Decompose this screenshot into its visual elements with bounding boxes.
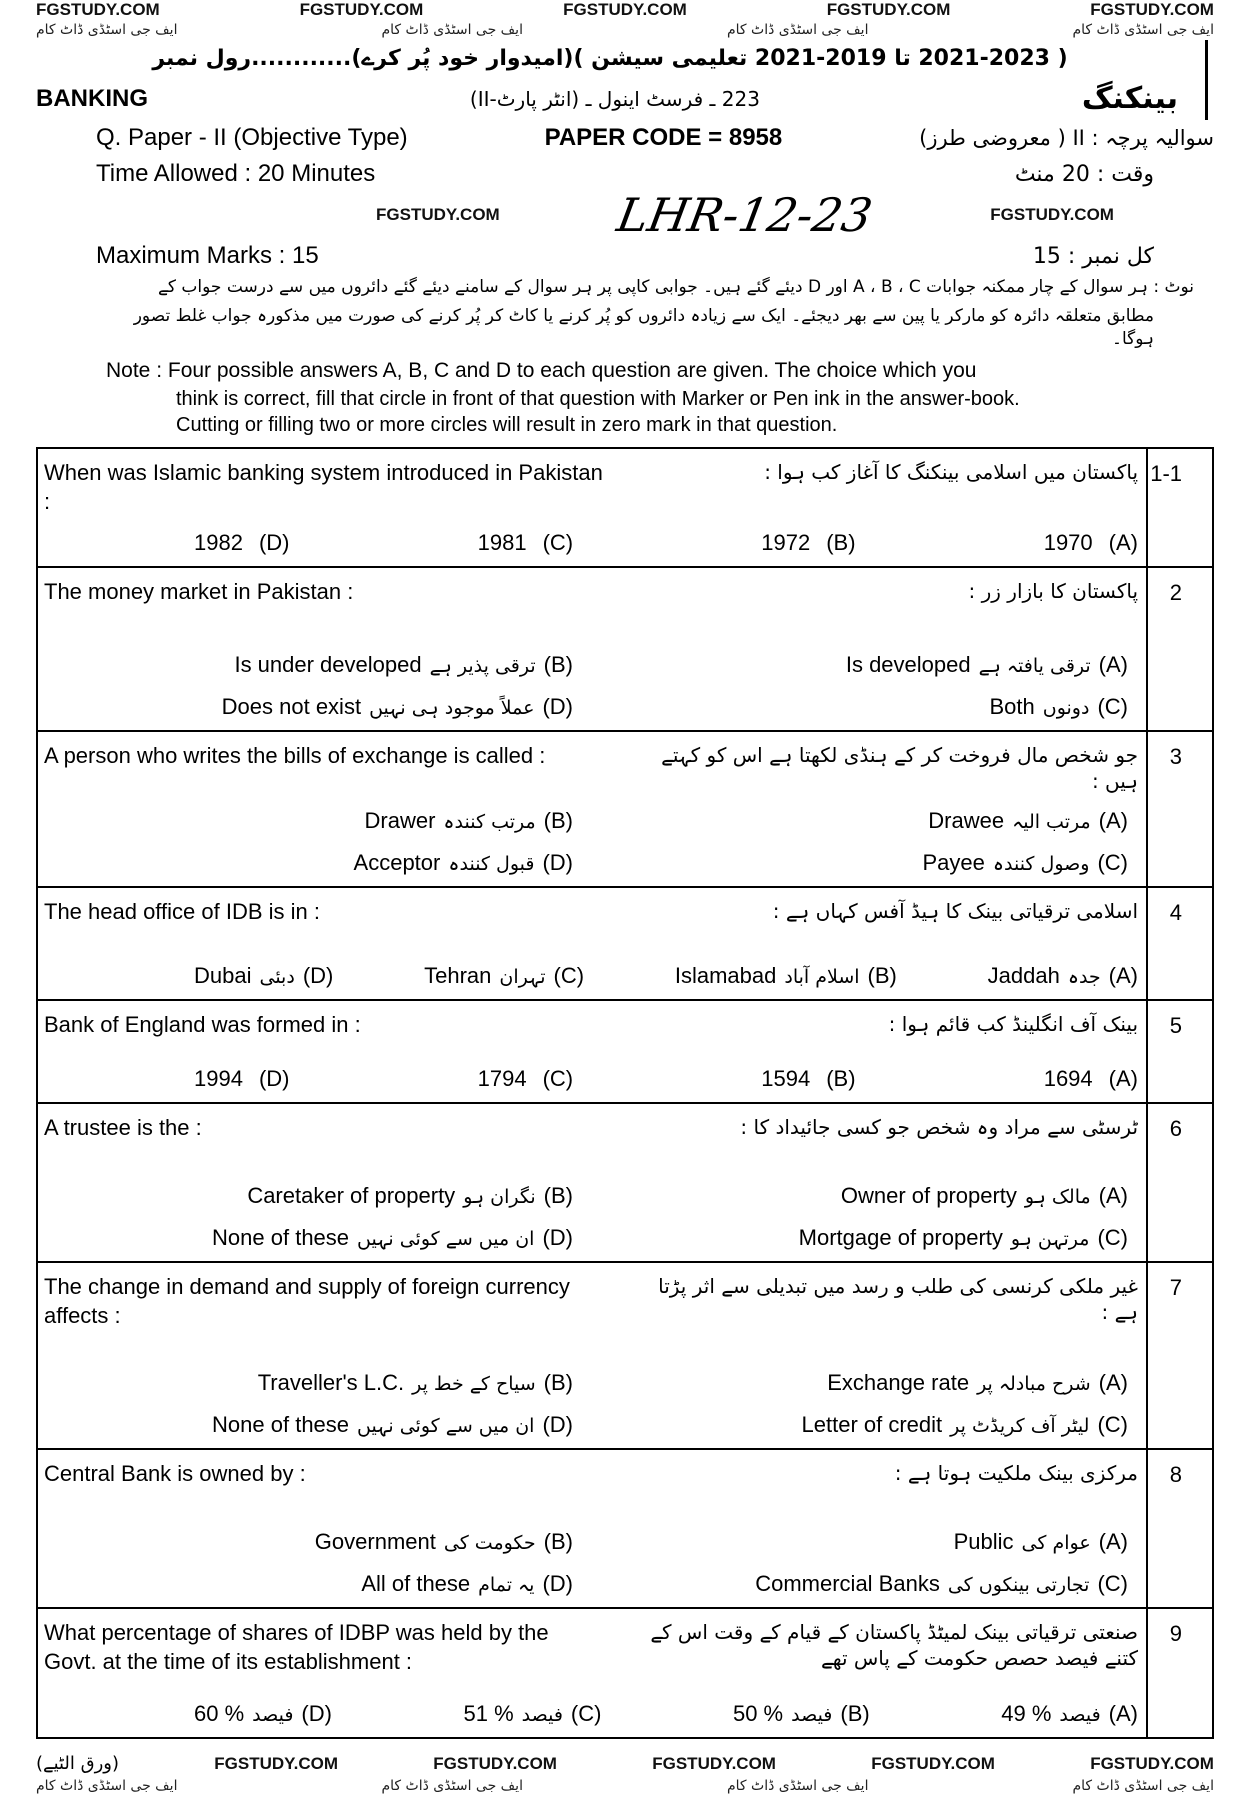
question-english: The head office of IDB is in :	[44, 899, 320, 925]
paper-type: Q. Paper - II (Objective Type)	[96, 124, 408, 151]
option-urdu: یہ تمام	[478, 1574, 535, 1597]
option-cell	[599, 694, 1138, 720]
option-letter: (D)	[302, 963, 334, 989]
watermark: FGSTUDY.COM	[563, 0, 687, 19]
option-d[interactable]	[194, 1701, 332, 1727]
option-english: Jaddah	[987, 963, 1060, 989]
option-cell	[599, 1529, 1138, 1555]
option-urdu: شرح مبادلہ پر	[977, 1373, 1091, 1396]
option-letter: (A)	[1108, 1701, 1138, 1727]
question-urdu: جو شخص مال فروخت کر کے ہنڈی لکھتا ہے اس کو کہتے ہیں :	[661, 743, 1139, 794]
option-d[interactable]	[194, 963, 333, 989]
option-c[interactable]	[424, 963, 584, 989]
option-english: Traveller's L.C.	[257, 1370, 405, 1396]
question-row	[38, 1001, 1212, 1104]
option-cell	[599, 652, 1138, 678]
option-english: None of these	[212, 1225, 350, 1251]
option-a[interactable]	[841, 1183, 1128, 1209]
watermark-urdu: ایف جی اسٹڈی ڈاٹ کام	[1072, 1778, 1214, 1795]
option-a[interactable]	[1044, 1066, 1138, 1092]
option-letter: (A)	[1098, 1183, 1128, 1209]
option-english: Exchange rate	[827, 1370, 970, 1396]
option-b[interactable]	[675, 963, 897, 989]
option-a[interactable]	[954, 1529, 1128, 1555]
option-letter: (C)	[570, 1701, 602, 1727]
margin-line	[1205, 40, 1208, 120]
option-letter: (C)	[1097, 694, 1128, 720]
options-line	[44, 530, 1138, 556]
time-allowed: Time Allowed : 20 Minutes	[96, 160, 376, 187]
option-d[interactable]	[194, 530, 290, 556]
watermark: FGSTUDY.COM	[1090, 1753, 1214, 1773]
option-c[interactable]	[802, 1412, 1128, 1438]
option-a[interactable]	[846, 652, 1128, 678]
option-letter: (B)	[543, 808, 573, 834]
option-english: 1981	[477, 530, 527, 556]
option-b[interactable]	[761, 530, 855, 556]
question-number: 4	[1169, 900, 1182, 926]
option-letter: (B)	[543, 1183, 573, 1209]
handwritten-row	[36, 188, 1214, 242]
note-english-1: Note : Four possible answers A, B, C and D to each question are given. The choice which you	[106, 358, 977, 382]
option-urdu: لیٹر آف کریڈٹ پر	[950, 1415, 1090, 1438]
question-number-cell	[1146, 732, 1212, 886]
option-english: Islamabad	[674, 963, 777, 989]
option-c[interactable]	[755, 1571, 1128, 1597]
question-number-cell	[1146, 568, 1212, 730]
option-urdu: نگران ہو	[463, 1186, 536, 1209]
option-urdu: دونوں	[1042, 697, 1090, 720]
option-english: Does not exist	[221, 694, 362, 720]
question-english: The money market in Pakistan :	[44, 579, 354, 605]
time-row	[36, 160, 1214, 188]
option-urdu: فیصد	[521, 1704, 563, 1727]
question-row	[38, 1609, 1212, 1737]
watermark: FGSTUDY.COM	[433, 1753, 557, 1773]
question-row	[38, 732, 1212, 888]
subject-english: BANKING	[36, 84, 148, 112]
watermark: FGSTUDY.COM	[1090, 0, 1214, 19]
option-cell	[44, 1370, 583, 1396]
options-block	[44, 808, 1138, 876]
watermark-urdu: ایف جی اسٹڈی ڈاٹ کام	[381, 22, 523, 38]
question-number: 9	[1169, 1621, 1182, 1647]
option-urdu: مرتہن ہو	[1010, 1228, 1090, 1251]
option-english: Owner of property	[840, 1183, 1017, 1209]
option-letter: (A)	[1098, 1529, 1128, 1555]
option-a[interactable]	[1001, 1701, 1138, 1727]
question-text	[44, 1011, 1138, 1040]
option-letter: (D)	[258, 530, 290, 556]
option-cell	[44, 652, 583, 678]
option-cell	[599, 850, 1138, 876]
option-english: Drawee	[928, 808, 1005, 834]
option-d[interactable]	[354, 850, 573, 876]
options-block	[44, 963, 1138, 989]
option-letter: (D)	[258, 1066, 290, 1092]
footer-urdu-row	[36, 1778, 1214, 1794]
option-urdu: ان میں سے کوئی نہیں	[357, 1228, 535, 1251]
question-number-cell	[1146, 1104, 1212, 1261]
watermark-row	[36, 0, 1214, 22]
option-d[interactable]	[361, 1571, 573, 1597]
option-d[interactable]	[222, 694, 573, 720]
question-urdu: اسلامی ترقیاتی بینک کا ہیڈ آفس کہاں ہے :	[772, 899, 1139, 924]
option-letter: (C)	[1097, 850, 1128, 876]
options-line	[44, 1066, 1138, 1092]
option-english: Commercial Banks	[755, 1571, 940, 1597]
option-english: Dubai	[194, 963, 252, 989]
time-allowed-urdu: وقت : 20 منٹ	[1014, 161, 1154, 187]
question-number-cell	[1146, 1450, 1212, 1607]
option-urdu: ترقی پذیر ہے	[429, 655, 536, 678]
option-letter: (A)	[1108, 530, 1138, 556]
option-letter: (C)	[542, 530, 574, 556]
option-cell	[44, 1571, 583, 1597]
handwritten-code: LHR-12-23	[613, 188, 877, 242]
option-urdu: فیصد	[252, 1704, 294, 1727]
question-english: A person who writes the bills of exchange is called :	[44, 743, 546, 769]
option-english: Tehran	[424, 963, 492, 989]
option-letter: (C)	[1097, 1571, 1128, 1597]
watermark: FGSTUDY.COM	[871, 1753, 995, 1773]
option-letter: (A)	[1098, 808, 1128, 834]
option-a[interactable]	[988, 963, 1138, 989]
option-letter: (B)	[543, 1529, 573, 1555]
session-row	[36, 46, 1214, 71]
watermark: FGSTUDY.COM	[36, 0, 160, 19]
option-cell	[599, 1183, 1138, 1209]
option-d[interactable]	[212, 1225, 573, 1251]
subject-row	[36, 81, 1214, 116]
watermark-urdu: ایف جی اسٹڈی ڈاٹ کام	[1072, 22, 1214, 38]
option-d[interactable]	[194, 1066, 290, 1092]
option-urdu: سیاح کے خط پر	[412, 1373, 536, 1396]
option-letter: (D)	[542, 1412, 573, 1438]
option-letter: (C)	[1097, 1412, 1128, 1438]
option-english: 49 %	[1001, 1701, 1052, 1727]
options-block	[44, 1701, 1138, 1727]
question-row	[38, 1450, 1212, 1609]
question-text	[44, 578, 1138, 607]
option-cell	[44, 694, 583, 720]
options-line	[44, 1571, 1138, 1597]
option-english: Public	[953, 1529, 1014, 1555]
question-number-cell	[1146, 1263, 1212, 1448]
option-b[interactable]	[761, 1066, 855, 1092]
option-english: 1972	[761, 530, 811, 556]
option-urdu: عملاً موجود ہی نہیں	[369, 697, 535, 720]
option-urdu: فیصد	[791, 1704, 833, 1727]
session-line: ( 2021-2023 تا 2019-2021 تعلیمی سیشن )(امیدوار خود پُر کرے)............رول نمبر	[152, 46, 1068, 71]
maximum-marks-urdu: کل نمبر : 15	[1032, 243, 1154, 269]
question-english: The change in demand and supply of foreign currency affects :	[44, 1274, 570, 1328]
option-a[interactable]	[827, 1370, 1128, 1396]
question-text	[44, 742, 1138, 794]
options-line	[44, 1701, 1138, 1727]
question-number: 6	[1169, 1116, 1182, 1142]
question-urdu: غیر ملکی کرنسی کی طلب و رسد میں تبدیلی سے اثر پڑتا ہے :	[658, 1274, 1139, 1325]
question-row	[38, 1263, 1212, 1450]
option-b[interactable]	[315, 1529, 573, 1555]
watermark: FGSTUDY.COM	[990, 205, 1114, 224]
exam-line: 223 ـ فرسٹ اینول ـ (انٹر پارٹ-II)	[469, 86, 760, 111]
watermark-urdu: ایف جی اسٹڈی ڈاٹ کام	[36, 22, 178, 38]
option-urdu: اسلام آباد	[784, 966, 860, 989]
question-english: When was Islamic banking system introduced in Pakistan :	[44, 460, 603, 514]
option-letter: (D)	[542, 1225, 573, 1251]
options-line	[44, 1370, 1138, 1396]
option-urdu: قبول کنندہ	[448, 853, 535, 876]
question-urdu: صنعتی ترقیاتی بینک لمیٹڈ پاکستان کے قیام کے وقت اس کے کتنے فیصد حصص حکومت کے پاس تھے	[650, 1620, 1139, 1671]
watermark-urdu: ایف جی اسٹڈی ڈاٹ کام	[36, 1778, 178, 1795]
question-number-cell	[1146, 449, 1212, 566]
question-number: 8	[1169, 1462, 1182, 1488]
option-english: Letter of credit	[801, 1412, 943, 1438]
option-urdu: جدہ	[1067, 966, 1101, 989]
question-row	[38, 449, 1212, 568]
question-english: What percentage of shares of IDBP was held by the Govt. at the time of its establishment :	[44, 1620, 549, 1674]
option-english: 1994	[194, 1066, 243, 1092]
option-letter: (D)	[301, 1701, 332, 1727]
option-english: Mortgage of property	[798, 1225, 1003, 1251]
option-english: Is developed	[845, 652, 971, 678]
option-b[interactable]	[733, 1701, 870, 1727]
option-b[interactable]	[234, 652, 573, 678]
option-urdu: مرتب الیہ	[1012, 811, 1091, 834]
options-line	[44, 963, 1138, 989]
question-number: 3	[1169, 744, 1182, 770]
option-english: 51 %	[463, 1701, 514, 1727]
options-block	[44, 1529, 1138, 1597]
option-letter: (B)	[543, 652, 573, 678]
option-c[interactable]	[799, 1225, 1128, 1251]
option-letter: (C)	[553, 963, 585, 989]
option-cell	[599, 1370, 1138, 1396]
question-text	[44, 1273, 1138, 1330]
question-number: 7	[1169, 1275, 1182, 1301]
option-c[interactable]	[989, 694, 1128, 720]
questions-box	[36, 447, 1214, 1739]
options-block	[44, 1066, 1138, 1092]
option-english: Caretaker of property	[247, 1183, 456, 1209]
question-english: A trustee is the :	[44, 1115, 202, 1141]
option-b[interactable]	[258, 1370, 573, 1396]
option-urdu: دبئی	[259, 966, 295, 989]
option-english: Both	[989, 694, 1035, 720]
options-line	[44, 1412, 1138, 1438]
question-number: 5	[1169, 1013, 1182, 1039]
note-english-3: Cutting or filling two or more circles will result in zero mark in that question.	[176, 414, 838, 437]
option-english: 1794	[477, 1066, 527, 1092]
option-c[interactable]	[478, 530, 574, 556]
question-row	[38, 888, 1212, 1001]
option-a[interactable]	[928, 808, 1128, 834]
footer-row	[36, 1753, 1214, 1774]
option-english: 50 %	[732, 1701, 784, 1727]
option-cell	[44, 1529, 583, 1555]
question-urdu: ٹرسٹی سے مراد وہ شخص جو کسی جائیداد کا :	[740, 1115, 1139, 1140]
subject-urdu: بینکنگ	[1081, 81, 1178, 116]
option-letter: (B)	[826, 1066, 856, 1092]
option-cell	[44, 850, 583, 876]
question-text	[44, 459, 1138, 516]
option-urdu: حکومت کی	[443, 1532, 536, 1555]
watermark-urdu: ایف جی اسٹڈی ڈاٹ کام	[381, 1778, 523, 1795]
option-english: Acceptor	[353, 850, 441, 876]
option-english: 1594	[761, 1066, 811, 1092]
question-urdu: پاکستان کا بازار زر :	[968, 579, 1139, 604]
paper-type-urdu: سوالیہ پرچہ : II ( معروضی طرز)	[919, 126, 1214, 150]
question-text	[44, 1114, 1138, 1143]
option-letter: (D)	[542, 850, 573, 876]
question-urdu: بینک آف انگلینڈ کب قائم ہوا :	[888, 1012, 1139, 1037]
option-letter: (A)	[1098, 1370, 1128, 1396]
option-c[interactable]	[463, 1701, 601, 1727]
paper-code: PAPER CODE = 8958	[544, 124, 783, 151]
question-text	[44, 1460, 1138, 1489]
option-b[interactable]	[247, 1183, 573, 1209]
option-cell	[599, 808, 1138, 834]
option-english: All of these	[361, 1571, 471, 1597]
option-urdu: ان میں سے کوئی نہیں	[357, 1415, 535, 1438]
options-block	[44, 530, 1138, 556]
option-letter: (A)	[1108, 1066, 1138, 1092]
watermark-urdu-row	[36, 22, 1214, 38]
option-cell	[599, 1571, 1138, 1597]
note-english-2: think is correct, fill that circle in front of that question with Marker or Pen ink in the answer-book.	[176, 388, 1020, 411]
question-number-cell	[1146, 1609, 1212, 1737]
options-line	[44, 652, 1138, 678]
option-letter: (B)	[840, 1701, 870, 1727]
options-block	[44, 652, 1138, 720]
option-english: None of these	[212, 1412, 350, 1438]
option-urdu: تجارتی بینکوں کی	[947, 1574, 1090, 1597]
options-block	[44, 1370, 1138, 1438]
option-urdu: مرتب کنندہ	[443, 811, 536, 834]
options-line	[44, 808, 1138, 834]
option-cell	[599, 1225, 1138, 1251]
option-urdu: وصول کنندہ	[992, 853, 1090, 876]
option-letter: (C)	[1097, 1225, 1128, 1251]
maximum-marks: Maximum Marks : 15	[96, 242, 319, 269]
marks-row	[36, 242, 1214, 270]
turn-over-note: (ورق الٹیے)	[36, 1753, 120, 1775]
option-urdu: تہران	[499, 966, 546, 989]
option-urdu: ترقی یافتہ ہے	[978, 655, 1091, 678]
options-line	[44, 1225, 1138, 1251]
watermark: FGSTUDY.COM	[652, 1753, 776, 1773]
option-english: 1982	[194, 530, 243, 556]
option-b[interactable]	[365, 808, 574, 834]
option-c[interactable]	[922, 850, 1128, 876]
watermark-urdu: ایف جی اسٹڈی ڈاٹ کام	[727, 1778, 869, 1795]
option-c[interactable]	[478, 1066, 574, 1092]
note-urdu-1: نوٹ : ہر سوال کے چار ممکنہ جوابات A ، B ، C اور D دیئے گئے ہیں۔ جوابی کاپی پر ہر سوال کے سامنے دیئے گئے دائروں میں سے درست جواب کے	[157, 277, 1194, 297]
watermark: FGSTUDY.COM	[214, 1753, 338, 1773]
question-text	[44, 1619, 1138, 1676]
option-letter: (B)	[826, 530, 856, 556]
question-text	[44, 898, 1138, 927]
question-english: Bank of England was formed in :	[44, 1012, 361, 1038]
option-cell	[44, 1183, 583, 1209]
option-letter: (B)	[543, 1370, 573, 1396]
options-line	[44, 1183, 1138, 1209]
question-number: 2	[1169, 580, 1182, 606]
question-urdu: پاکستان میں اسلامی بینکنگ کا آغاز کب ہوا :	[764, 460, 1139, 485]
watermark-urdu: ایف جی اسٹڈی ڈاٹ کام	[727, 22, 869, 38]
question-urdu: مرکزی بینک ملکیت ہوتا ہے :	[894, 1461, 1139, 1486]
option-urdu: مالک ہو	[1024, 1186, 1091, 1209]
option-urdu: فیصد	[1059, 1704, 1101, 1727]
option-letter: (A)	[1108, 963, 1138, 989]
option-english: 60 %	[194, 1701, 245, 1727]
option-cell	[44, 1412, 583, 1438]
question-number: 1-1	[1150, 461, 1182, 487]
option-cell	[599, 1412, 1138, 1438]
option-english: 1970	[1043, 530, 1093, 556]
options-line	[44, 1529, 1138, 1555]
option-d[interactable]	[212, 1412, 573, 1438]
watermark: FGSTUDY.COM	[376, 205, 500, 224]
option-english: Is under developed	[234, 652, 422, 678]
watermark: FGSTUDY.COM	[826, 0, 951, 19]
question-number-cell	[1146, 1001, 1212, 1102]
option-english: Drawer	[364, 808, 436, 834]
options-block	[44, 1183, 1138, 1251]
option-cell	[44, 808, 583, 834]
option-letter: (C)	[542, 1066, 574, 1092]
option-english: Payee	[922, 850, 985, 876]
question-number-cell	[1146, 888, 1212, 999]
option-a[interactable]	[1044, 530, 1138, 556]
watermark: FGSTUDY.COM	[299, 0, 424, 19]
options-line	[44, 694, 1138, 720]
option-letter: (B)	[867, 963, 897, 989]
option-letter: (A)	[1098, 652, 1128, 678]
option-cell	[44, 1225, 583, 1251]
options-line	[44, 850, 1138, 876]
option-urdu: عوام کی	[1021, 1532, 1091, 1555]
option-english: Government	[314, 1529, 436, 1555]
note-urdu-2: مطابق متعلقہ دائرہ کو مارکر یا پین سے بھر دیجئے۔ ایک سے زیادہ دائروں کو پُر کرنے یا کاٹ کر پُر کرنے کی صورت میں مذکورہ جواب غلط تصور ہوگا۔	[133, 305, 1154, 349]
option-letter: (D)	[542, 1571, 573, 1597]
option-english: 1694	[1043, 1066, 1093, 1092]
option-letter: (D)	[542, 694, 573, 720]
question-row	[38, 568, 1212, 732]
question-row	[38, 1104, 1212, 1263]
paper-row	[36, 124, 1214, 152]
question-english: Central Bank is owned by :	[44, 1461, 306, 1487]
